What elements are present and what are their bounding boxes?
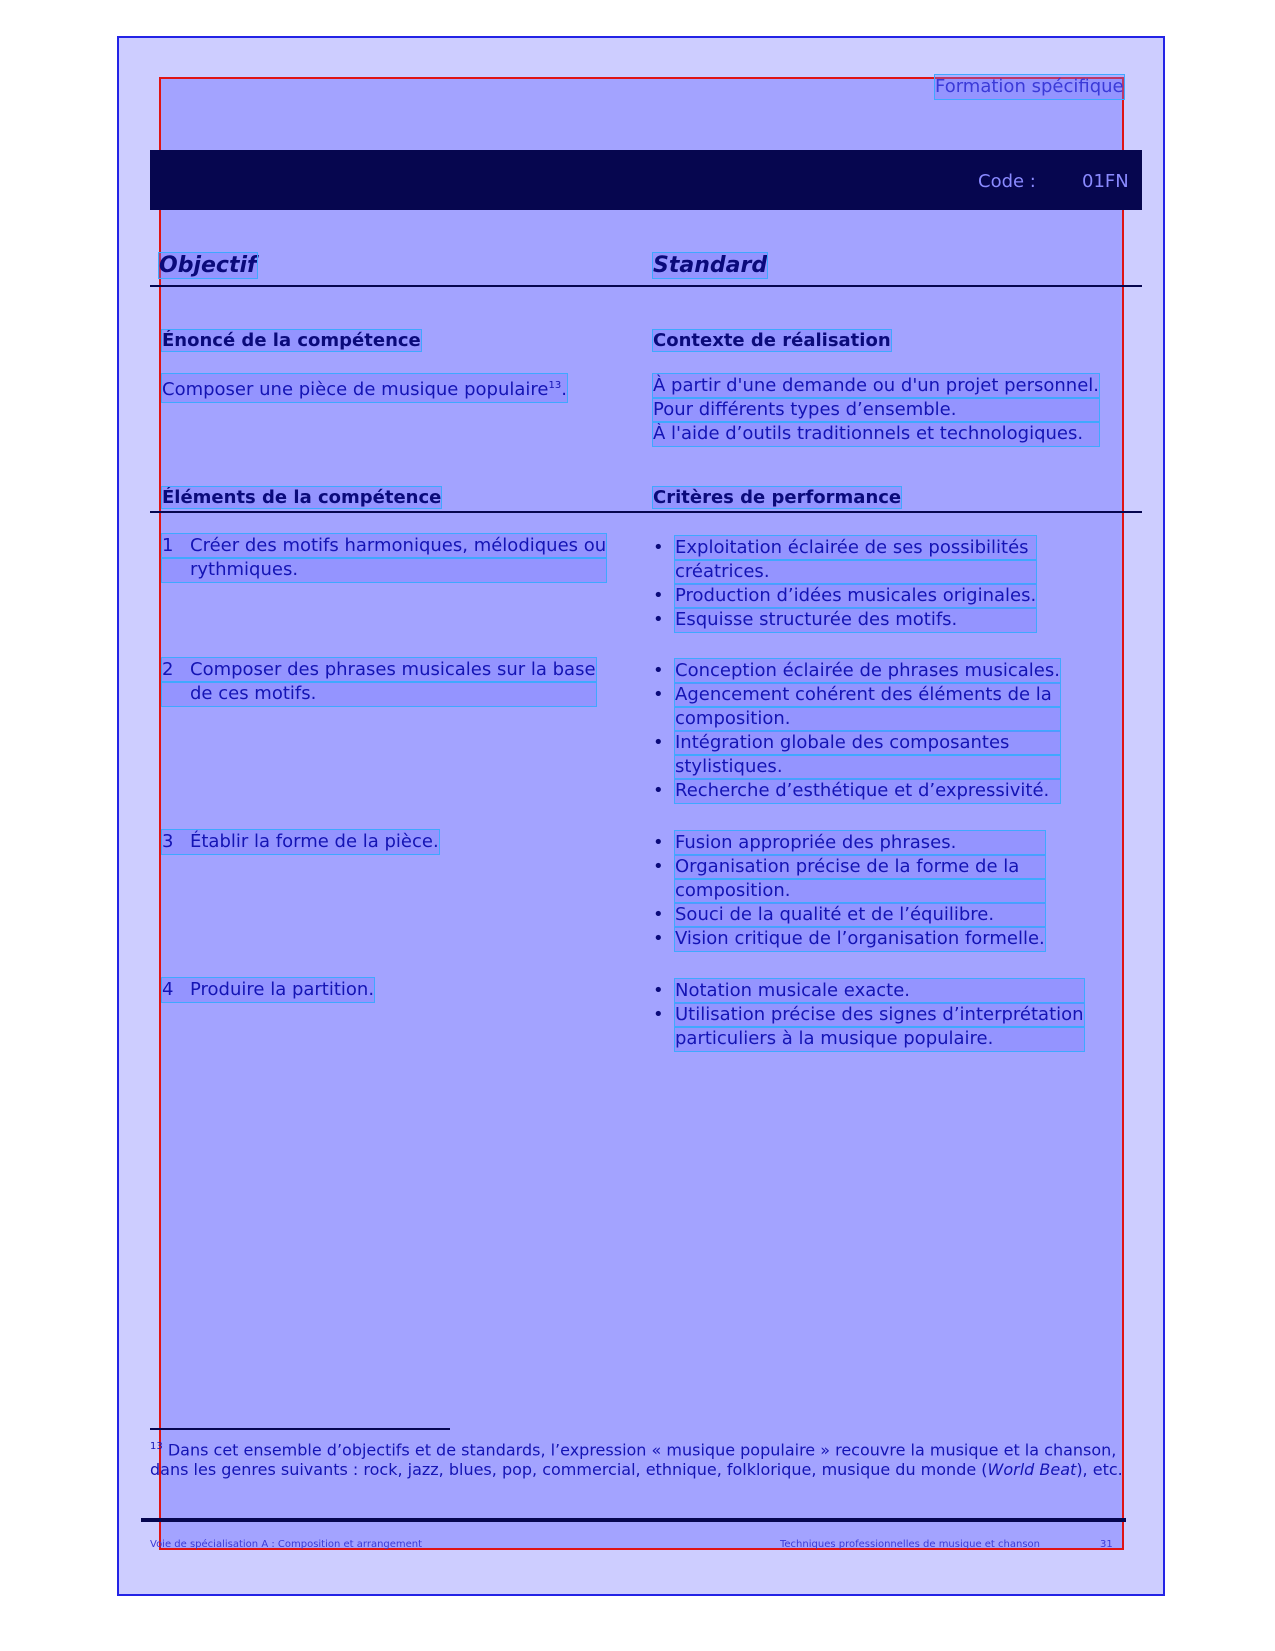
footnote-rule xyxy=(150,1428,450,1430)
element-text: Composer des phrases musicales sur la base xyxy=(190,659,596,680)
criterion-item: • Utilisation précise des signes d’interprétation particuliers à la musique populaire. xyxy=(653,1003,1084,1051)
footnote-text: Dans cet ensemble d’objectifs et de standards, l’expression « musique populaire » recouvre la musique et la chanson, dans les genres suivants : rock, jazz, blues, pop, commercial, ethnique, folklorique, musique du monde ( xyxy=(150,1440,1117,1480)
element-number: 3 xyxy=(162,831,174,852)
footer-right: Techniques professionnelles de musique et chanson xyxy=(780,1539,1040,1550)
content-frame xyxy=(159,77,1124,1550)
context-lines xyxy=(653,374,1099,446)
objective-heading: Objectif xyxy=(159,253,257,278)
criterion-item: • Recherche d’esthétique et d’expressivité. xyxy=(653,779,1060,803)
context-line: Pour différents types d’ensemble. xyxy=(653,398,1099,422)
criterion-item: • Intégration globale des composantes stylistiques. xyxy=(653,731,1060,779)
element-text: Créer des motifs harmoniques, mélodiques ou xyxy=(190,535,607,556)
page-number: 31 xyxy=(1100,1539,1113,1550)
code-value: 01FN xyxy=(1082,171,1129,192)
criteria-list xyxy=(653,659,1060,803)
criterion-item: • Fusion appropriée des phrases. xyxy=(653,831,1045,855)
element-number: 4 xyxy=(162,979,174,1000)
criterion-item: • Souci de la qualité et de l’équilibre. xyxy=(653,903,1045,927)
footnote-italic: World Beat xyxy=(987,1460,1077,1480)
criterion-item: • Notation musicale exacte. xyxy=(653,979,1084,1003)
criterion-item: • Organisation précise de la forme de la composition. xyxy=(653,855,1045,903)
section-rule xyxy=(150,511,1142,513)
elements-label: Éléments de la compétence xyxy=(162,487,442,508)
context-label: Contexte de réalisation xyxy=(653,330,891,351)
criteria-label: Critères de performance xyxy=(653,487,902,508)
competence-text: Composer une pièce de musique populaire xyxy=(162,379,549,400)
element-item xyxy=(162,830,439,854)
footnote-text-end: ), etc. xyxy=(1076,1460,1123,1480)
element-item xyxy=(162,658,596,706)
context-line: À partir d'une demande ou d'un projet personnel. xyxy=(653,375,1100,396)
element-item xyxy=(162,978,374,1002)
competence-label: Énoncé de la compétence xyxy=(162,330,421,351)
criteria-list xyxy=(653,979,1084,1051)
footnote-ref: 13 xyxy=(548,380,562,391)
footnote xyxy=(150,1437,1125,1480)
criterion-item: • Exploitation éclairée de ses possibilités créatrices. xyxy=(653,536,1036,584)
criterion-item: • Conception éclairée de phrases musicales. xyxy=(653,659,1060,683)
context-line: À l'aide d’outils traditionnels et technologiques. xyxy=(653,422,1099,446)
element-text: de ces motifs. xyxy=(190,683,317,704)
element-number: 2 xyxy=(162,659,174,680)
criteria-list xyxy=(653,831,1045,951)
standard-heading: Standard xyxy=(653,253,768,278)
criterion-item: • Production d’idées musicales originales. xyxy=(653,584,1036,608)
element-number: 1 xyxy=(162,535,174,556)
element-text: rythmiques. xyxy=(190,559,299,580)
criteria-list xyxy=(653,536,1036,632)
code-label: Code : xyxy=(978,171,1036,192)
footer-rule xyxy=(141,1518,1126,1522)
competence-statement: Composer une pièce de musique populaire$^{13}$. xyxy=(162,374,567,402)
element-text: Établir la forme de la pièce. xyxy=(190,831,439,852)
criterion-item: • Vision critique de l’organisation formelle. xyxy=(653,927,1045,951)
criterion-item: • Agencement cohérent des éléments de la composition. xyxy=(653,683,1060,731)
element-text: Produire la partition. xyxy=(190,979,375,1000)
program-type-label: Formation spécifique xyxy=(935,76,1124,97)
element-item xyxy=(162,534,606,582)
footnote-number: 13 xyxy=(150,1441,163,1452)
footer-left: Voie de spécialisation A : Composition et arrangement xyxy=(150,1539,423,1550)
heading-rule xyxy=(150,285,1142,287)
criterion-item: • Esquisse structurée des motifs. xyxy=(653,608,1036,632)
